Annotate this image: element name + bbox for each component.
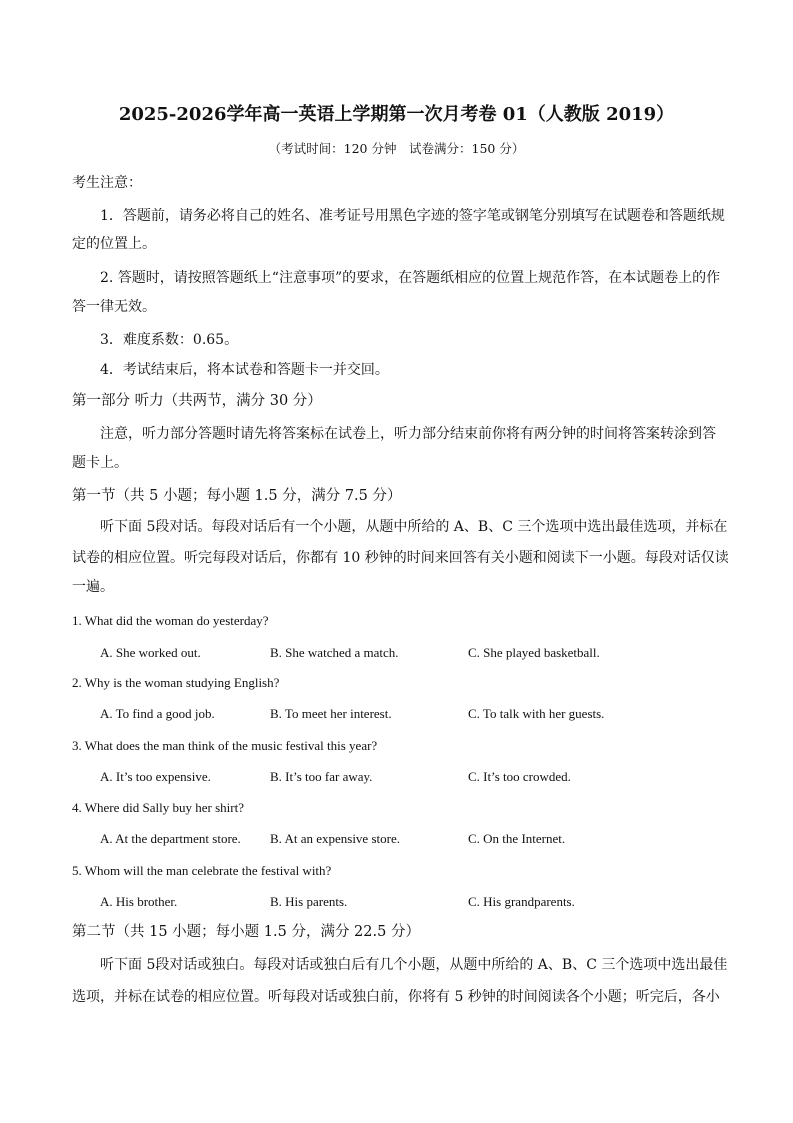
question-4-option-c: C. On the Internet.: [468, 831, 566, 846]
question-1: 1. What did the woman do yesterday?: [72, 613, 269, 628]
exam-time-info: （考试时间：120 分钟 试卷满分：150 分）: [268, 141, 525, 156]
question-2: 2. Why is the woman studying English?: [72, 675, 280, 690]
question-1-option-a: A. She worked out.: [100, 645, 201, 660]
section-1-heading: 第一节（共 5 小题；每小题 1.5 分，满分 7.5 分）: [72, 488, 402, 504]
note-2-line-1: 2. 答题时，请按照答题纸上“注意事项”的要求，在答题纸相应的位置上规范作答，在本试题卷上的作: [100, 270, 721, 286]
question-2-option-c: C. To talk with her guests.: [468, 706, 605, 721]
question-4: 4. Where did Sally buy her shirt?: [72, 800, 244, 815]
part-1-heading: 第一部分 听力（共两节，满分 30 分）: [72, 393, 322, 409]
section-1-instructions-line-3: 一遍。: [72, 579, 114, 595]
question-5: 5. Whom will the man celebrate the festival with?: [72, 863, 332, 878]
section-2-instructions-line-2: 选项，并标在试卷的相应位置。听每段对话或独白前，你将有 5 秒钟的时间阅读各个小题；听完后，各小: [72, 989, 720, 1005]
section-2-instructions-line-1: 听下面 5段对话或独白。每段对话或独白后有几个小题，从题中所给的 A、B、C 三个选项中选出最佳: [100, 957, 728, 973]
section-1-instructions-line-1: 听下面 5段对话。每段对话后有一个小题，从题中所给的 A、B、C 三个选项中选出最佳选项，并标在: [100, 519, 728, 535]
question-1-option-b: B. She watched a match.: [270, 645, 399, 660]
note-3: 3．难度系数：0.65。: [100, 332, 239, 348]
note-1-line-2: 定的位置上。: [72, 236, 156, 252]
note-2-line-2: 答一律无效。: [72, 299, 156, 315]
note-4: 4．考试结束后，将本试卷和答题卡一并交回。: [100, 362, 389, 378]
section-2-heading: 第二节（共 15 小题；每小题 1.5 分，满分 22.5 分）: [72, 924, 420, 940]
question-5-option-a: A. His brother.: [100, 894, 178, 909]
question-3-option-c: C. It’s too crowded.: [468, 769, 571, 784]
section-1-instructions-line-2: 试卷的相应位置。听完每段对话后，你都有 10 秒钟的时间来回答有关小题和阅读下一小题。每段对话仅读: [72, 550, 729, 566]
notes-heading: 考生注意：: [72, 175, 142, 191]
question-1-option-c: C. She played basketball.: [468, 645, 600, 660]
question-5-option-c: C. His grandparents.: [468, 894, 575, 909]
question-2-option-a: A. To find a good job.: [100, 706, 215, 721]
question-2-option-b: B. To meet her interest.: [270, 706, 392, 721]
page-title: 2025-2026学年高一英语上学期第一次月考卷 01（人教版 2019）: [118, 104, 675, 125]
question-3-option-b: B. It’s too far away.: [270, 769, 373, 784]
part-1-note-line-2: 题卡上。: [72, 455, 128, 471]
note-1-line-1: 1．答题前，请务必将自己的姓名、准考证号用黑色字迹的签字笔或钢笔分别填写在试题卷和答题纸规: [100, 208, 725, 224]
question-3: 3. What does the man think of the music festival this year?: [72, 738, 378, 753]
question-3-option-a: A. It’s too expensive.: [100, 769, 211, 784]
question-4-option-a: A. At the department store.: [100, 831, 241, 846]
question-4-option-b: B. At an expensive store.: [270, 831, 400, 846]
question-5-option-b: B. His parents.: [270, 894, 348, 909]
part-1-note-line-1: 注意，听力部分答题时请先将答案标在试卷上，听力部分结束前你将有两分钟的时间将答案转涂到答: [100, 426, 716, 442]
